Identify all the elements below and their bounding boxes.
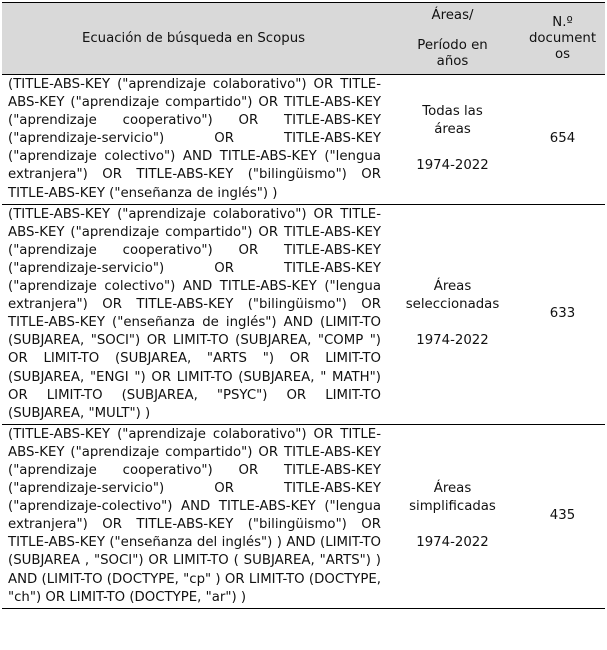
table-row: [2, 204, 605, 424]
header-areas-line3: años: [436, 53, 469, 69]
area-label-line1: Áreas: [433, 279, 472, 295]
area-label-line1: Áreas: [433, 481, 472, 497]
header-areas-line2: Período en: [417, 37, 488, 53]
table-body: [2, 75, 605, 609]
header-row: [2, 3, 605, 75]
header-areas: [385, 3, 520, 75]
header-areas-line1: Áreas/: [431, 7, 474, 23]
period-label: 1974-2022: [416, 158, 489, 174]
table-row: [2, 424, 605, 608]
area-label-line2: áreas: [434, 122, 471, 138]
query-cell: (TITLE-ABS-KEY ("aprendizaje colaborativo") OR TITLE-ABS-KEY ("aprendizaje compartido") OR TITLE-ABS-KEY ("aprendizaje cooperativo") OR TITLE-ABS-KEY ("aprendizaje-servicio") OR TITLE-ABS-KEY ("aprendizaje colectivo") AND TITLE-ABS-KEY ("lengua extranjera") OR TITLE-ABS-KEY ("bilingüismo") OR TITLE-ABS-KEY ("enseñanza de inglés") AND (LIMIT-TO (SUBJAREA, "SOCI") OR LIMIT-TO (SUBJAREA, "COMP ") OR LIMIT-TO (SUBJAREA, "ARTS ") OR LIMIT-TO (SUBJAREA, "ENGI ") OR LIMIT-TO (SUBJAREA, " MATH") OR LIMIT-TO (SUBJAREA, "PSYC") OR LIMIT-TO (SUBJAREA, "MULT") ): [2, 204, 385, 424]
count-cell: 654: [520, 75, 605, 205]
period-label: 1974-2022: [416, 333, 489, 349]
header-query: [2, 3, 385, 75]
header-docs-line2: document: [528, 30, 597, 46]
period-label: 1974-2022: [416, 535, 489, 551]
area-cell: [385, 75, 520, 205]
area-label-line2: simplificadas: [409, 499, 496, 515]
table-header: [2, 3, 605, 75]
query-cell: (TITLE-ABS-KEY ("aprendizaje colaborativo") OR TITLE-ABS-KEY ("aprendizaje compartido") OR TITLE-ABS-KEY ("aprendizaje cooperativo") OR TITLE-ABS-KEY ("aprendizaje-servicio") OR TITLE-ABS-KEY ("aprendizaje-colectivo") AND TITLE-ABS-KEY ("lengua extranjera") OR TITLE-ABS-KEY ("bilingüismo") OR TITLE-ABS-KEY ("enseñanza del inglés") ) AND (LIMIT-TO (SUBJAREA , "SOCI") OR LIMIT-TO ( SUBJAREA, "ARTS") ) AND (LIMIT-TO (DOCTYPE, "cp" ) OR LIMIT-TO (DOCTYPE, "ch") OR LIMIT-TO (DOCTYPE, "ar") ): [2, 424, 385, 608]
area-cell: [385, 204, 520, 424]
area-label-line2: seleccionadas: [405, 297, 500, 313]
table-row: [2, 75, 605, 205]
query-cell: (TITLE-ABS-KEY ("aprendizaje colaborativo") OR TITLE-ABS-KEY ("aprendizaje compartido") OR TITLE-ABS-KEY ("aprendizaje cooperativo") OR TITLE-ABS-KEY ("aprendizaje-servicio") OR TITLE-ABS-KEY ("aprendizaje colectivo") AND TITLE-ABS-KEY ("lengua extranjera") OR TITLE-ABS-KEY ("bilingüismo") OR TITLE-ABS-KEY ("enseñanza de inglés") ): [2, 75, 385, 205]
area-cell: [385, 424, 520, 608]
header-docs-line3: os: [554, 46, 571, 62]
count-cell: 435: [520, 424, 605, 608]
header-query-label: Ecuación de búsqueda en Scopus: [81, 31, 306, 46]
count-cell: 633: [520, 204, 605, 424]
header-docs: [520, 3, 605, 75]
header-docs-line1: N.º: [552, 14, 573, 30]
area-label-line1: Todas las: [422, 104, 483, 120]
scopus-query-table: [2, 2, 605, 609]
